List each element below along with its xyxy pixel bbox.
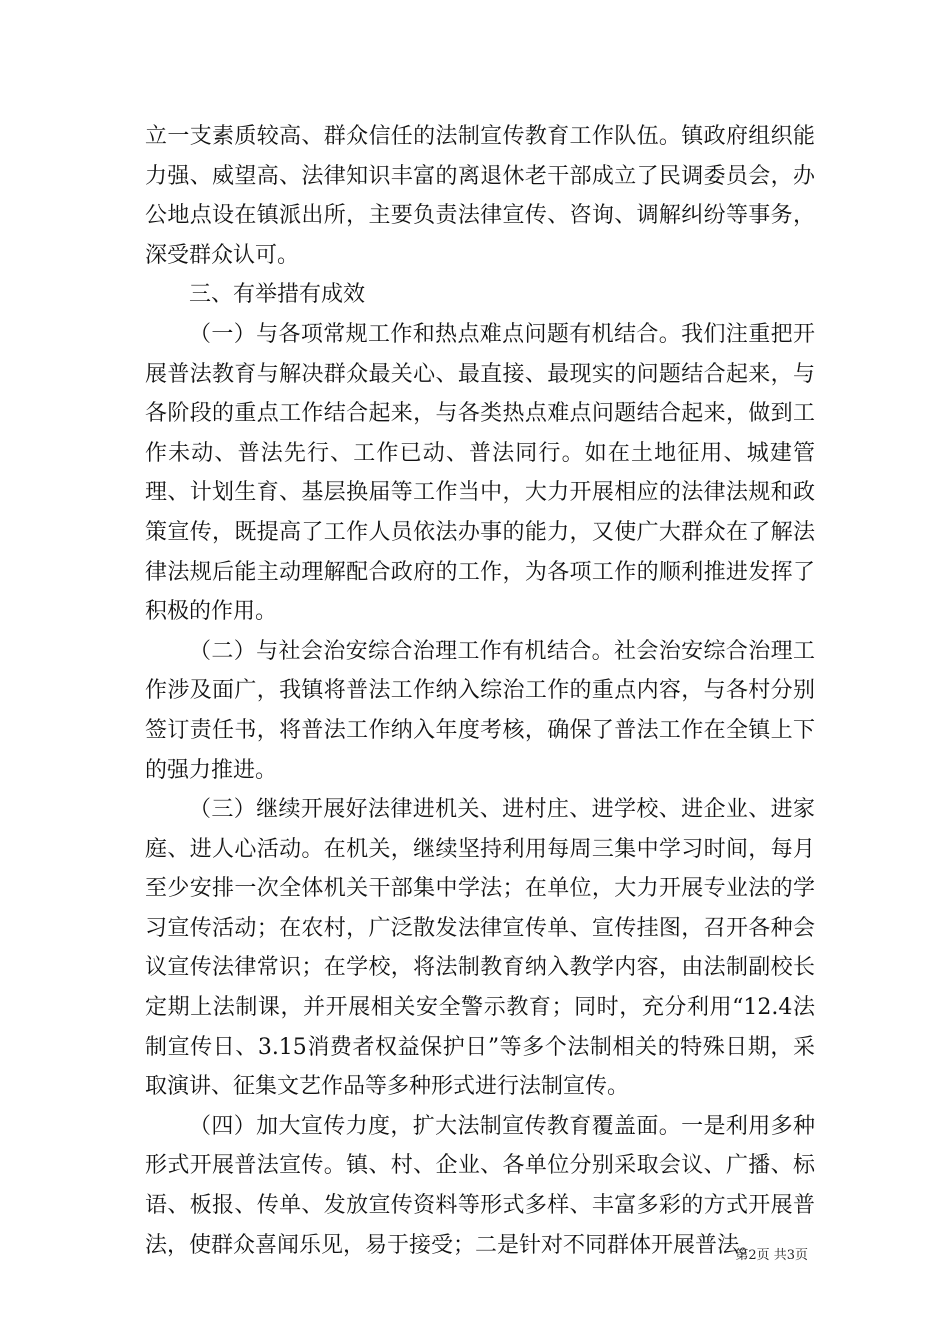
paragraph-item-3: （三）继续开展好法律进机关、进村庄、进学校、进企业、进家庭、进人心活动。在机关，继续坚持利用每周三集中学习时间，每月至少安排一次全体机关干部集中学法；在单位，大力开展专业法的学习宣传活动；在农村，广泛散发法律宣传单、宣传挂图，召开各种会议宣传法律常识；在学校，将法制教育纳入教学内容，由法制副校长定期上法制课，并开展相关安全警示教育；同时，充分利用“12.4法制宣传日、3.15消费者权益保护日”等多个法制相关的特殊日期，采取演讲、征集文艺作品等多种形式进行法制宣传。: [145, 797, 815, 1100]
paragraph-item-1: （一）与各项常规工作和热点难点问题有机结合。我们注重把开展普法教育与解决群众最关心、最直接、最现实的问题结合起来，与各阶段的重点工作结合起来，与各类热点难点问题结合起来，做到工作未动、普法先行、工作已动、普法同行。如在土地征用、城建管理、计划生育、基层换届等工作当中，大力开展相应的法律法规和政策宣传，既提高了工作人员依法办事的能力，又使广大群众在了解法律法规后能主动理解配合政府的工作，为各项工作的顺利推进发挥了积极的作用。: [145, 321, 815, 625]
paragraph-team: 立一支素质较高、群众信任的法制宣传教育工作队伍。镇政府组织能力强、威望高、法律知识丰富的离退休老干部成立了民调委员会，办公地点设在镇派出所，主要负责法律宣传、咨询、调解纠纷等事务，深受群众认可。: [145, 124, 815, 268]
paragraph-item-2: （二）与社会治安综合治理工作有机结合。社会治安综合治理工作涉及面广，我镇将普法工作纳入综治工作的重点内容，与各村分别签订责任书，将普法工作纳入年度考核，确保了普法工作在全镇上下的强力推进。: [145, 638, 815, 783]
section-heading-measures: 三、有举措有成效: [189, 282, 366, 308]
paragraph-item-4: （四）加大宣传力度，扩大法制宣传教育覆盖面。一是利用多种形式开展普法宣传。镇、村、企业、各单位分别采取会议、广播、标语、板报、传单、发放宣传资料等形式多样、丰富多彩的方式开展普法，使群众喜闻乐见，易于接受；二是针对不同群体开展普法。: [145, 1113, 815, 1258]
page-number-footer: 第2页 共3页: [735, 1248, 808, 1263]
document-body: [145, 117, 815, 1265]
